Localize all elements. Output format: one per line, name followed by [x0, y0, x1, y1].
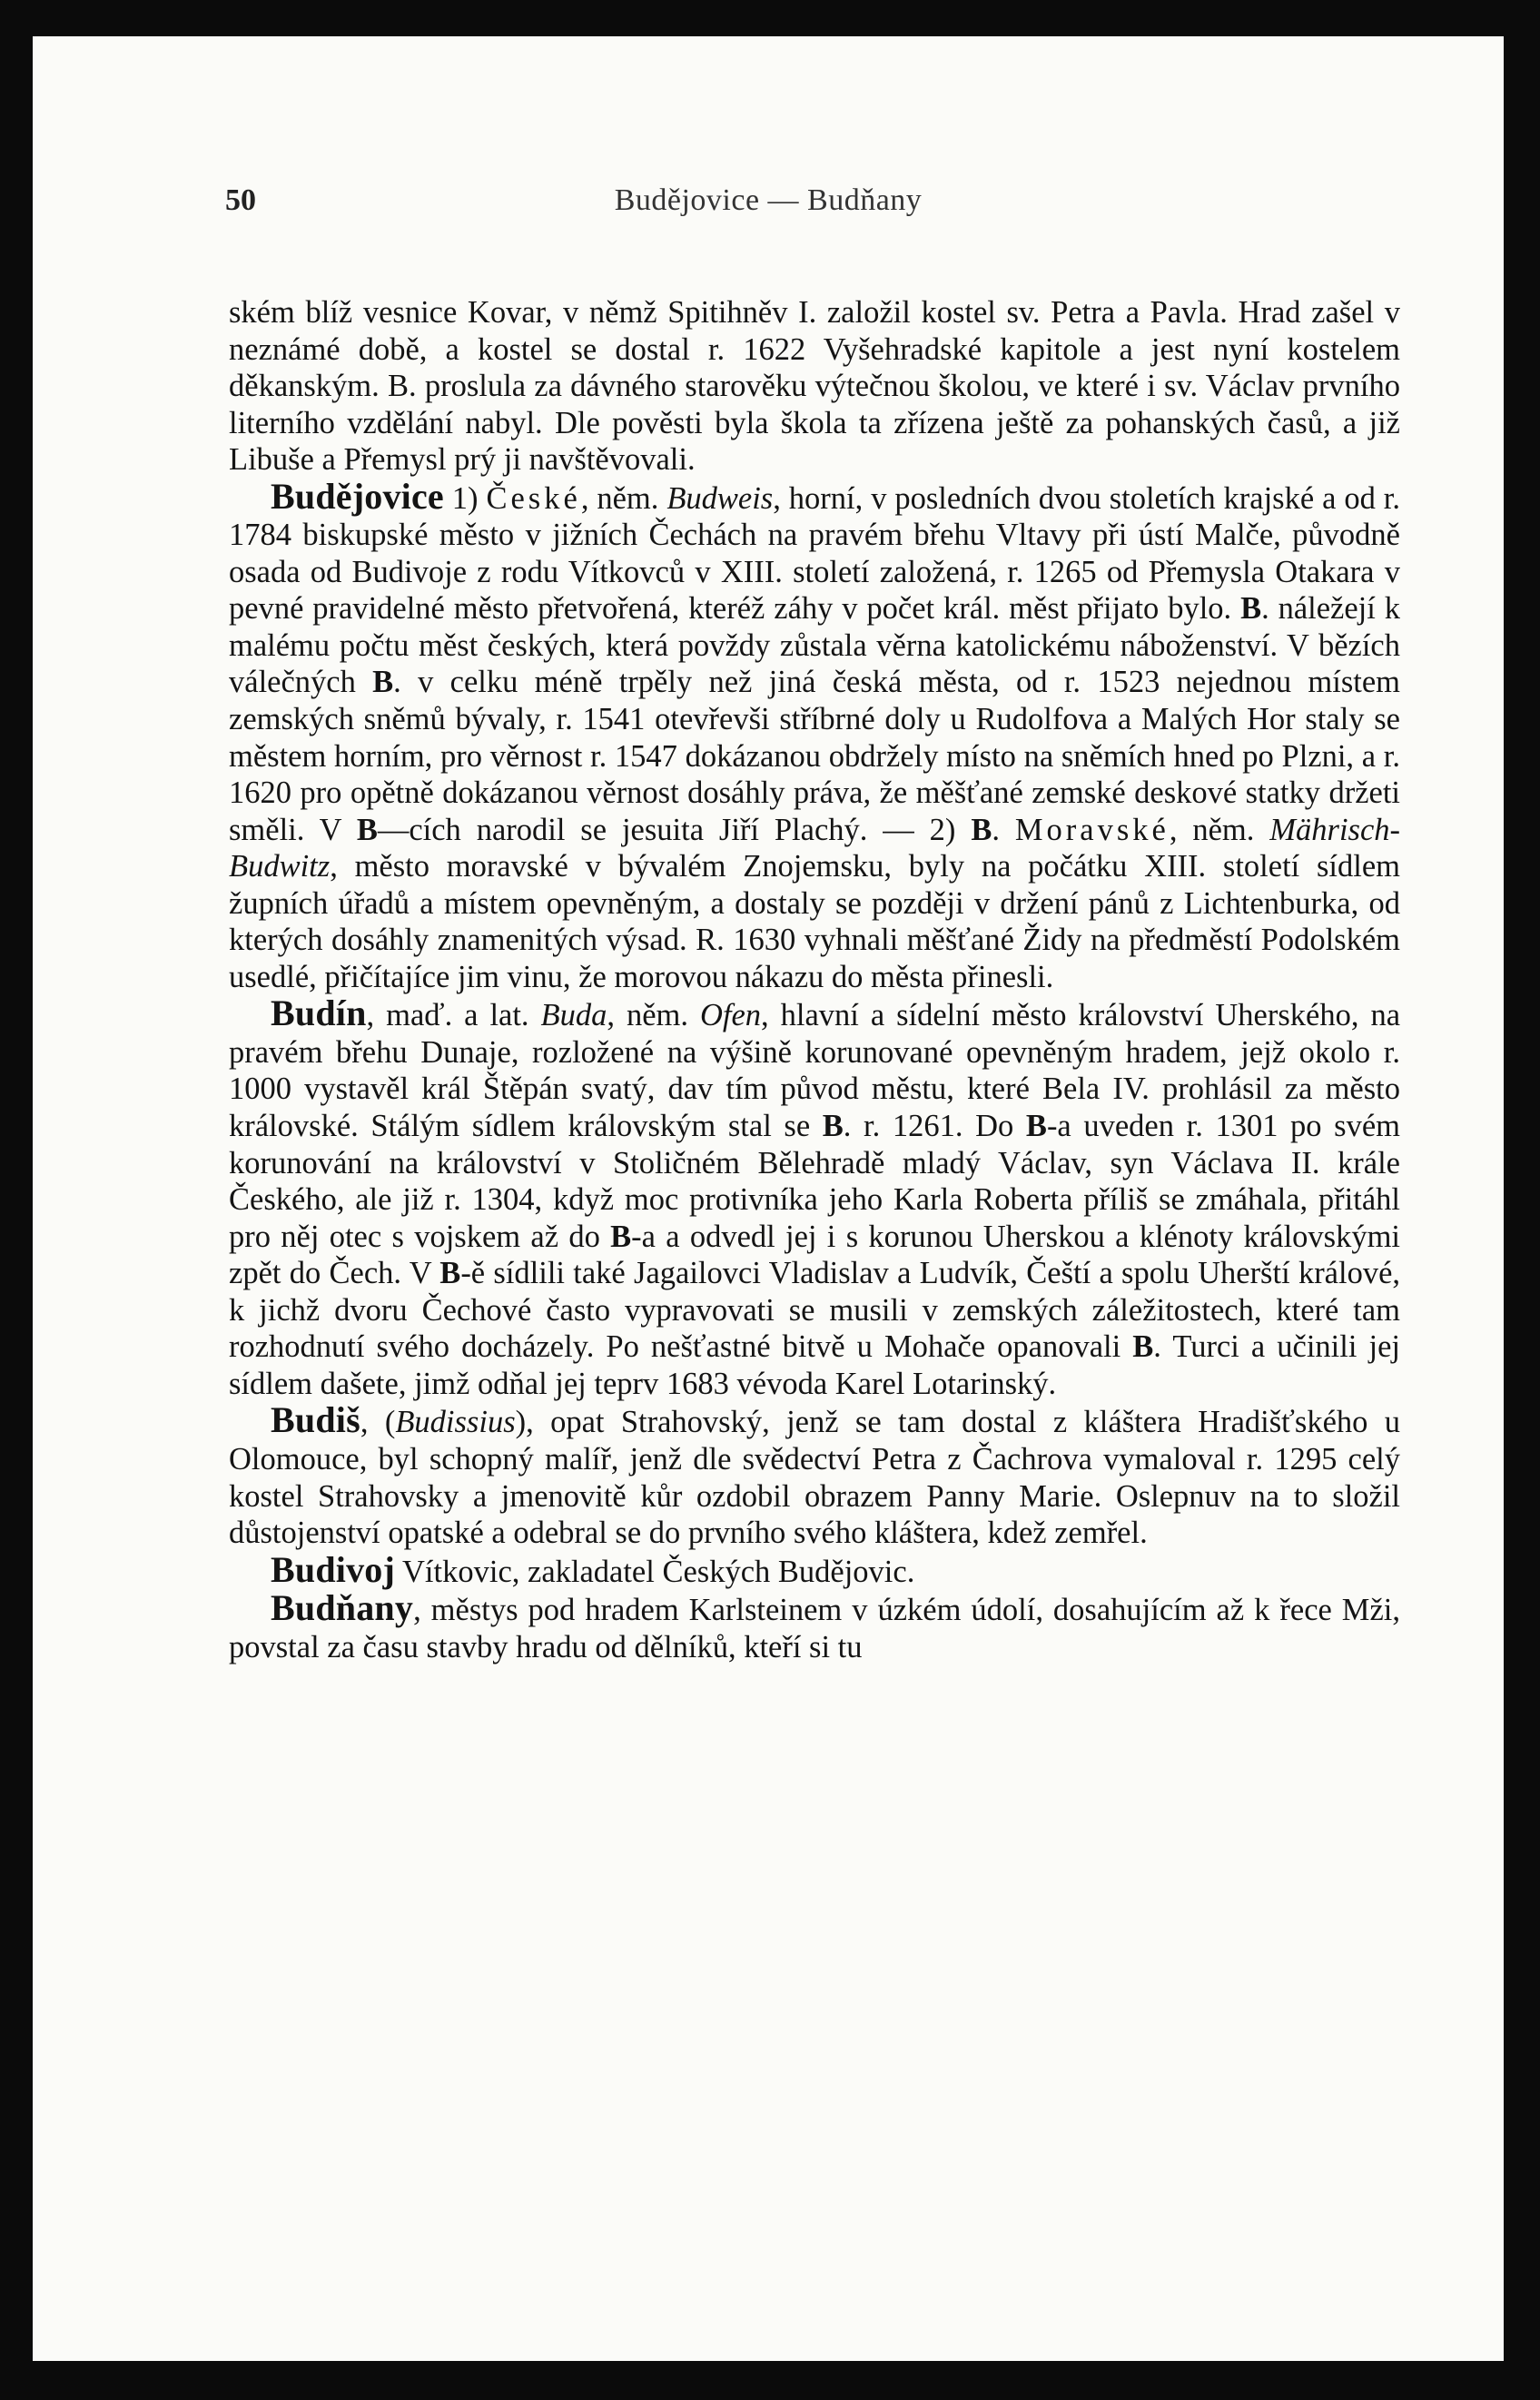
entry-budis: Budiš, (Budissius), opat Strahovský, jenž se tam dostal z kláštera Hradišťského u Olomouce, byl schopný malíř, jenž dle svědectví Petra z Čachrova vymaloval r. 1295 celý kostel Strahovsky a jmenovitě kůr ozdobil obrazem Panny Marie. Oslepnuv na to složil důstojenství opatské a odebral se do prvního svého kláštera, kdež zemřel. [229, 1399, 1400, 1551]
headword-budin: Budín [271, 993, 367, 1034]
headword-budejovice: Budějovice [271, 475, 444, 517]
paragraph-continuation: ském blíž vesnice Kovar, v němž Spitihněv I. založil kostel sv. Petra a Pavla. Hrad zašel v neznámé době, a kostel se dostal r. 1622 Vyšehradské kapitole a jest nyní kostelem děkanským. B. proslula za dávného starověku výtečnou školou, ve které i sv. Václav prvního literního vzdělání nabyl. Dle pověsti byla škola ta zřízena ještě za pohanských časů, a již Libuše a Přemysl prý ji navštěvovali. [229, 295, 1400, 478]
page-number: 50 [225, 183, 256, 217]
entry-budivoj: Budivoj Vítkovic, zakladatel Českých Budějovic. [271, 1548, 915, 1590]
headword-budnany: Budňany [271, 1587, 414, 1629]
entry-budnany: Budňany, městys pod hradem Karlsteinem v úzkém údolí, dosahujícím až k řece Mži, povstal za času stavby hradu od dělníků, kteří si tu [229, 1587, 1400, 1664]
headword-budis: Budiš [271, 1399, 360, 1441]
body-text [229, 294, 1400, 1665]
entry-budin: Budín, maď. a lat. Buda, něm. Ofen, hlavní a sídelní město království Uherského, na pravém břehu Dunaje, rozložené na výšině korunované opevněným hradem, jejž okolo r. 1000 vystavěl král Štěpán svatý, dav tím původ městu, které Bela IV. prohlásil za město královské. Stálým sídlem královským stal se B. r. 1261. Do B-a uveden r. 1301 po svém korunování na království v Stoličném Bělehradě mladý Václav, syn Václava II. krále Českého, ale již r. 1304, když moc protivníka jeho Karla Roberta příliš se zmáhala, přitáhl pro něj otec s vojskem až do B-a a odvedl jej i s korunou Uherskou a klénoty královskými zpět do Čech. V B-ě sídlili také Jagailovci Vladislav a Ludvík, Čeští a spolu Uherští králové, k jichž dvoru Čechové často vypravovati se musili v zemských záležitostech, které tam rozhodnutí svého docházely. Po nešťastné bitvě u Mohače opanovali B. Turci a učinili jej sídlem dašete, jimž odňal jej teprv 1683 vévoda Karel Lotarinský. [229, 993, 1401, 1401]
running-title: Budějovice — Budňany [614, 183, 923, 217]
entry-budejovice: Budějovice 1) České, něm. Budweis, horní, v posledních dvou stoletích krajské a od r. 1784 biskupské město v jižních Čechách na pravém břehu Vltavy při ústí Malče, původně osada od Budivoje z rodu Vítkovců v XIII. století založená, r. 1265 od Přemysla Otakara v pevné pravidelné město přetvořená, kteréž záhy v počet král. měst přijato bylo. B. náležejí k malému počtu měst českých, která povždy zůstala věrna katolickému náboženství. V bězích válečných B. v celku méně trpěly než jiná česká města, od r. 1523 nejednou místem zemských sněmů bývaly, r. 1541 otevřevši stříbrné doly u Rudolfova a Malých Hor staly se městem horním, pro věrnost r. 1547 dokázanou obdržely místo na sněmích hned po Plzni, a r. 1620 pro opětně dokázanou věrnost dosáhly práva, že měšťané zemské deskové statky držeti směli. V B—cích narodil se jesuita Jiří Plachý. — 2) B. Moravské, něm. Mährisch-Budwitz, město moravské v bývalém Znojemsku, byly na počátku XIII. století sídlem župních úřadů a místem opevněným, a dostaly se později v držení pánů z Lichtenburka, od kterých dosáhly znamenitých výsad. R. 1630 vyhnali měšťané Židy na předměstí Podolském usedlé, přičítajíce jim vinu, že morovou nákazu do města přinesli. [229, 475, 1401, 994]
headword-budivoj: Budivoj [271, 1548, 396, 1590]
page-header [33, 183, 1504, 238]
book-page [33, 36, 1504, 2361]
